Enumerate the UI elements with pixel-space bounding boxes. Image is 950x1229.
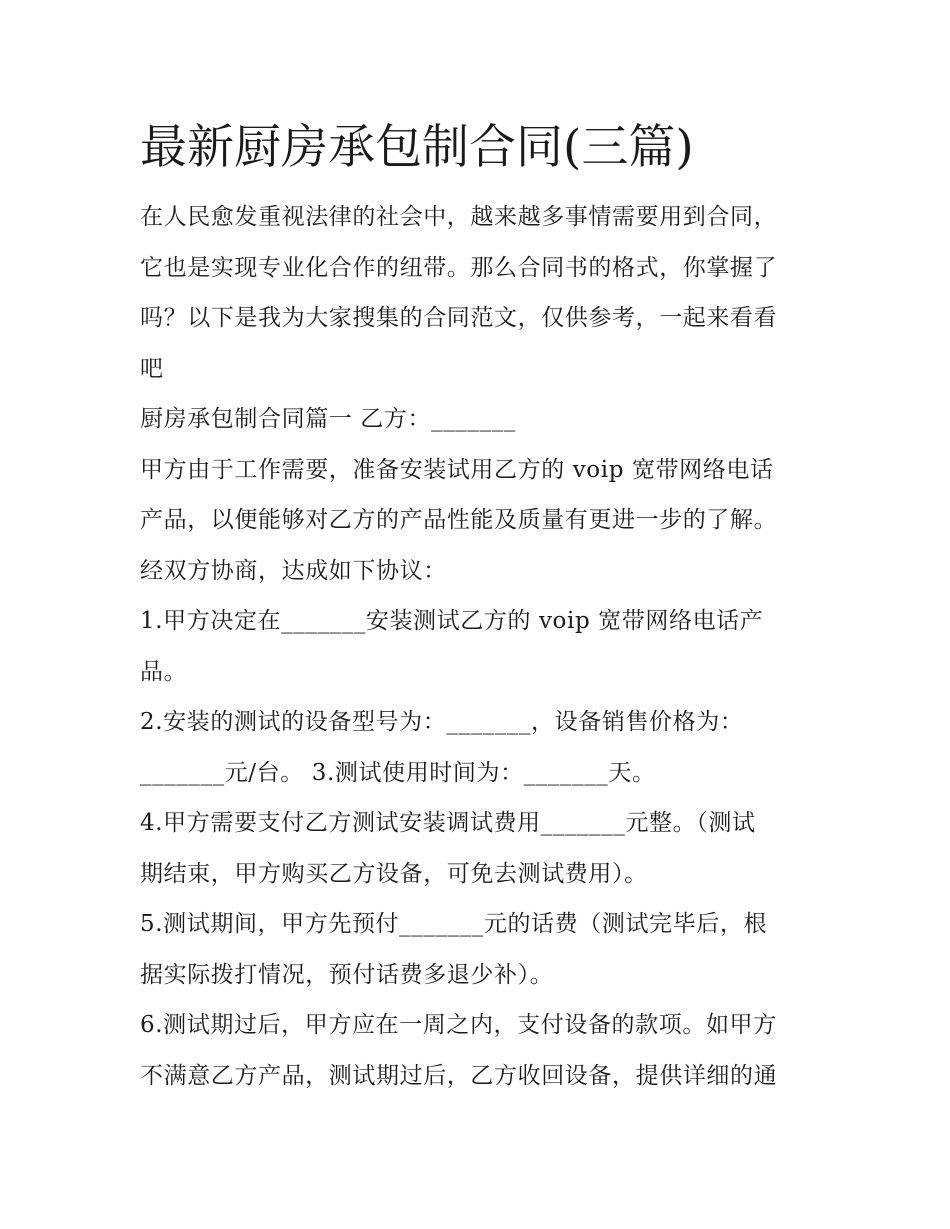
clause-line: 5.测试期间，甲方先预付_______元的话费（测试完毕后，根 (140, 911, 768, 937)
clause-line: 4.甲方需要支付乙方测试安装调试费用_______元整。（测试 (140, 810, 756, 836)
clause-line: 期结束，甲方购买乙方设备，可免去测试费用）。 (140, 860, 648, 887)
body-line: 它也是实现专业化合作的纽带。那么合同书的格式，你掌握了 (140, 254, 778, 281)
section-heading: 厨房承包制合同篇一 乙方：_______ (140, 406, 516, 432)
document-body (140, 192, 820, 1101)
clause-line: 不满意乙方产品，测试期过后，乙方收回设备，提供详细的通 (140, 1062, 778, 1089)
clause-line: 2.安装的测试的设备型号为：_______，设备销售价格为： (140, 709, 744, 735)
body-line: 产品，以便能够对乙方的产品性能及质量有更进一步的了解。 (140, 507, 778, 533)
clause-line: _______元/台。 3.测试使用时间为：_______天。 (140, 759, 656, 786)
body-line: 在人民愈发重视法律的社会中，越来越多事情需要用到合同， (140, 204, 778, 230)
clause-line: 据实际拨打情况，预付话费多退少补）。 (140, 961, 554, 988)
body-line: 甲方由于工作需要，准备安装试用乙方的 voip 宽带网络电话 (140, 456, 774, 483)
document-page (140, 112, 820, 1101)
clause-line: 6.测试期过后，甲方应在一周之内，支付设备的款项。如甲方 (140, 1012, 777, 1038)
body-line: 吗？以下是我为大家搜集的合同范文，仅供参考，一起来看看 (140, 305, 778, 331)
clause-line: 1.甲方决定在_______安装测试乙方的 voip 宽带网络电话产 (140, 608, 764, 634)
document-title: 最新厨房承包制合同(三篇) (140, 120, 694, 175)
body-line: 经双方协商，达成如下协议： (140, 557, 447, 584)
body-line: 吧 (140, 355, 164, 382)
clause-line: 品。 (140, 658, 188, 685)
